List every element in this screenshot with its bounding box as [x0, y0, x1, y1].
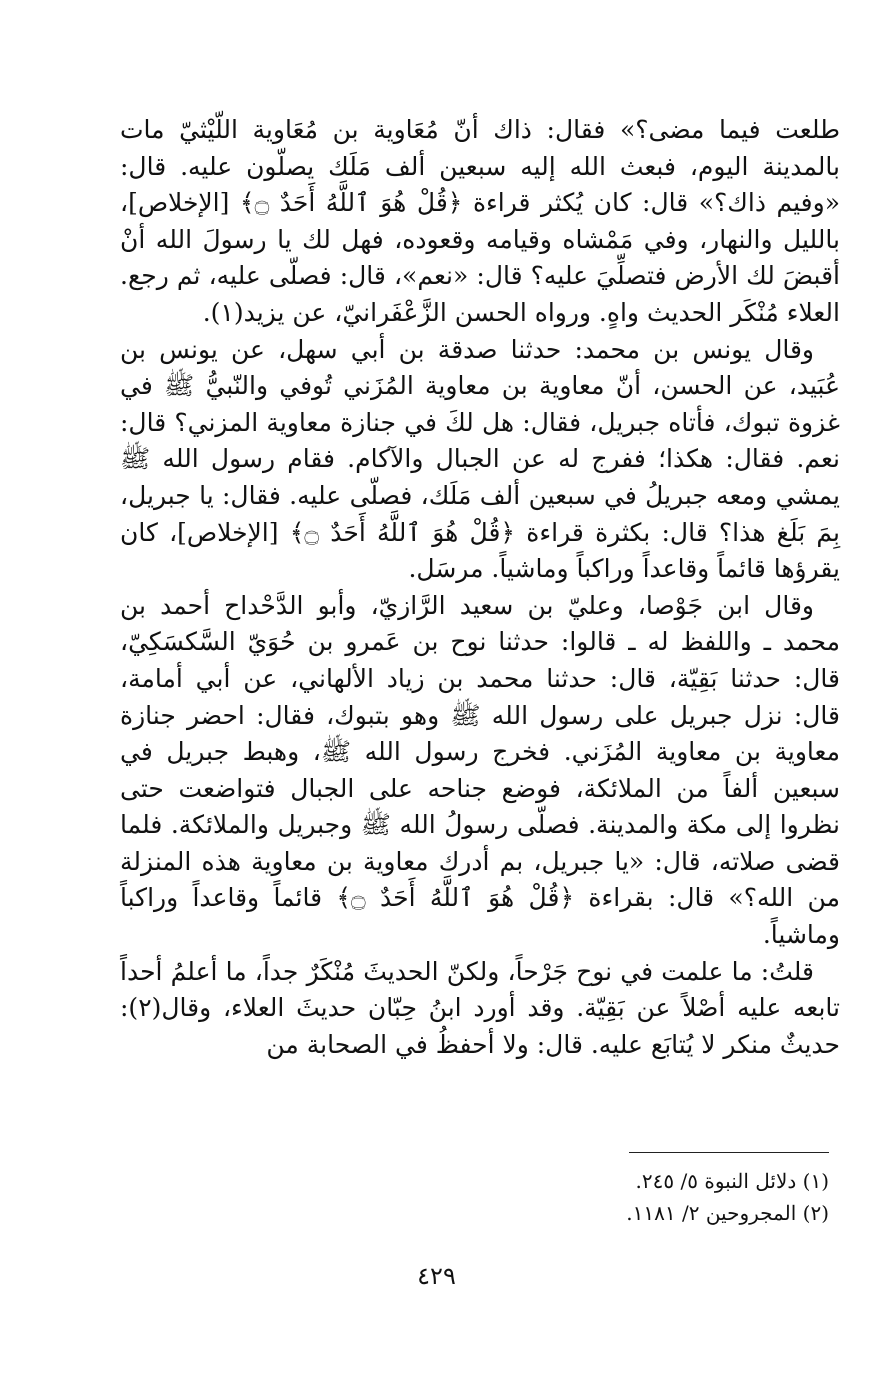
paragraph-4: قلتُ: ما علمت في نوح جَرْحاً، ولكنّ الحديثَ مُنْكَرٌ جداً، ما أعلمُ أحداً تابعه عليه أصْلاً عن بَقِيّة. وقد أورد ابنُ حِبّان حديثَ العلاء، وقال(٢): حديثٌ منكر لا يُتابَع عليه. قال: ولا أحفظُ في الصحابة من	[120, 956, 840, 1059]
footnote-1: (١) دلائل النبوة ٥/ ٢٤٥.	[635, 1169, 829, 1193]
paragraph-1: طلعت فيما مضى؟» فقال: ذاك أنّ مُعَاوية بن مُعَاوية اللّيْثيّ مات بالمدينة اليوم، فبعث الله إليه سبعين ألف مَلَك يصلّون عليه. قال: «وفيم ذاك؟» قال: كان يُكثر قراءة ﴿قُلْ هُوَ ٱللَّهُ أَحَدٌ ۝﴾ [الإخلاص]، بالليل والنهار، وفي مَمْشاه وقيامه وقعوده، فهل لك يا رسولَ الله أنْ أقبضَ لك الأرض فتصلِّيَ عليه؟ قال: «نعم»، قال: فصلّى عليه، ثم رجع. العلاء مُنْكَر الحديث واهٍ. ورواه الحسن الزَّعْفَرانيّ، عن يزيد(١).	[120, 115, 840, 327]
paragraph-3: وقال ابن جَوْصا، وعليّ بن سعيد الرَّازيّ، وأبو الدَّحْداح أحمد بن محمد ـ واللفظ له ـ قالوا: حدثنا نوح بن عَمرو بن حُوَيّ السَّكسَكِيّ، قال: حدثنا بَقِيّة، قال: حدثنا محمد بن زياد الألهاني، عن أبي أمامة، قال: نزل جبريل على رسول الله ﷺ وهو بتبوك، فقال: احضر جنازة معاوية بن معاوية المُزَني. فخرج رسول الله ﷺ، وهبط جبريل في سبعين ألفاً من الملائكة، فوضع جناحه على الجبال فتواضعت حتى نظروا إلى مكة والمدينة. فصلّى رسولُ الله ﷺ وجبريل والملائكة. فلما قضى صلاته، قال: «يا جبريل، بم أدرك معاوية بن معاوية هذه المنزلة من الله؟» قال: بقراءة ﴿قُلْ هُوَ ٱللَّهُ أَحَدٌ ۝﴾ قائماً وقاعداً وراكباً وماشياً.	[120, 590, 840, 950]
page-number: ٤٢٩	[417, 1262, 456, 1290]
paragraph-2: وقال يونس بن محمد: حدثنا صدقة بن أبي سهل، عن يونس بن عُبَيد، عن الحسن، أنّ معاوية بن معاوية المُزَني تُوفي والنّبيُّ ﷺ في غزوة تبوك، فأتاه جبريل، فقال: هل لكَ في جنازة معاوية المزني؟ قال: نعم. فقال: هكذا؛ ففرج له عن الجبال والآكام. فقام رسول الله ﷺ يمشي ومعه جبريلُ في سبعين ألف مَلَك، فصلّى عليه. فقال: يا جبريل، بِمَ بَلَغ هذا؟ قال: بكثرة قراءة ﴿قُلْ هُوَ ٱللَّهُ أَحَدٌ ۝﴾ [الإخلاص]، كان يقرؤها قائماً وقاعداً وراكباً وماشياً. مرسَل.	[120, 334, 841, 584]
footnote-divider	[629, 1152, 829, 1153]
footnotes	[229, 1165, 829, 1229]
main-text	[120, 112, 840, 1063]
footnote-2: (٢) المجروحين ٢/ ١١٨١.	[626, 1201, 829, 1225]
